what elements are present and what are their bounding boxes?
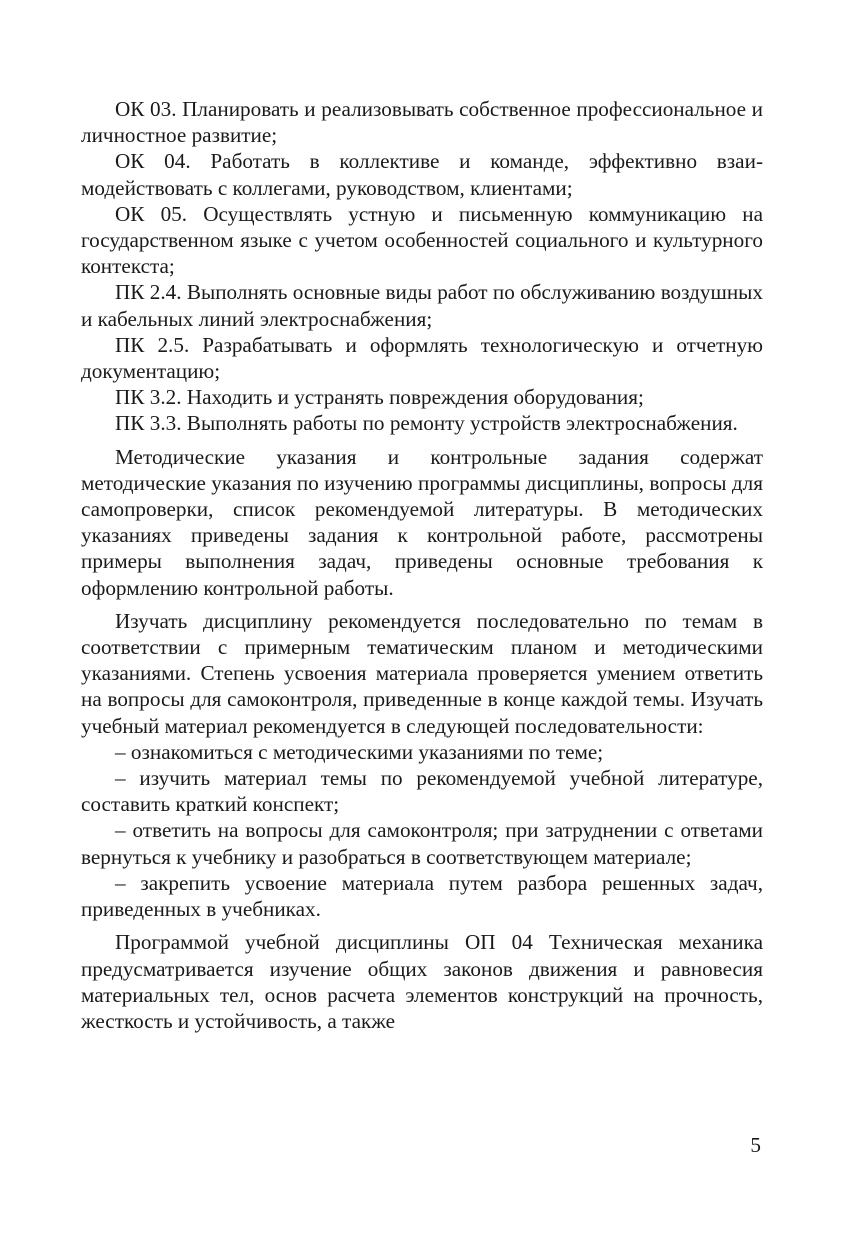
- study-step-4: – закрепить усвоение материала путем разбора решенных задач, приведенных в учебниках.: [81, 870, 763, 922]
- program-paragraph: Программой учебной дисциплины ОП 04 Техническая механика предусматривается изучение общих законов движения и равновесия материальных тел, основ расчета элементов конструкций на прочность, жесткость и устойчивость, а также: [81, 930, 763, 1033]
- competency-ok03: ОК 03. Планировать и реализовывать собственное профессиональное и личностное развитие;: [81, 97, 763, 148]
- competency-ok04: ОК 04. Работать в коллективе и команде, эффективно взаимодействовать с коллегами, руководством, клиентами;: [81, 149, 763, 200]
- competency-pk32: ПК 3.2. Находить и устранять повреждения оборудования;: [115, 385, 644, 410]
- document-body: [81, 96, 763, 1034]
- page-number: 5: [750, 1133, 761, 1157]
- competency-pk25: ПК 2.5. Разрабатывать и оформлять технологическую и отчетную документацию;: [81, 332, 763, 384]
- competency-ok05: ОК 05. Осуществлять устную и письменную коммуникацию на государственном языке с учетом особенностей социального и культурного контекста;: [81, 201, 763, 279]
- study-step-3: – ответить на вопросы для самоконтроля; при затруднении с ответами вернуться к учебнику и разобраться в соответствующем материале;: [81, 818, 763, 869]
- study-step-1: – ознакомиться с методическими указаниями по теме;: [115, 739, 604, 764]
- study-order-paragraph: Изучать дисциплину рекомендуется последовательно по темам в соответствии с примерным тематическим планом и методическими указаниями. Степень усвоения материала проверяется умением ответить на вопросы для самоконтроля, приведенные в конце каждой темы. Изучать учебный материал рекомендуется в следующей последовательности:: [81, 608, 763, 738]
- study-step-2: – изучить материал темы по рекомендуемой учебной литературе, составить краткий конспект;: [81, 766, 763, 817]
- competency-pk24: ПК 2.4. Выполнять основные виды работ по обслуживанию воздушных и кабельных линий электроснабжения;: [81, 280, 763, 331]
- competency-pk33: ПК 3.3. Выполнять работы по ремонту устройств электроснабжения.: [115, 411, 738, 436]
- guidelines-paragraph: Методические указания и контрольные задания содержат методические указания по изучению программы дисциплины, вопросы для самопроверки, список рекомендуемой литературы. В методических указаниях приведены задания к контрольной работе, рассмотрены примеры выполнения задач, приведены основные требования к оформлению контрольной работы.: [81, 444, 763, 600]
